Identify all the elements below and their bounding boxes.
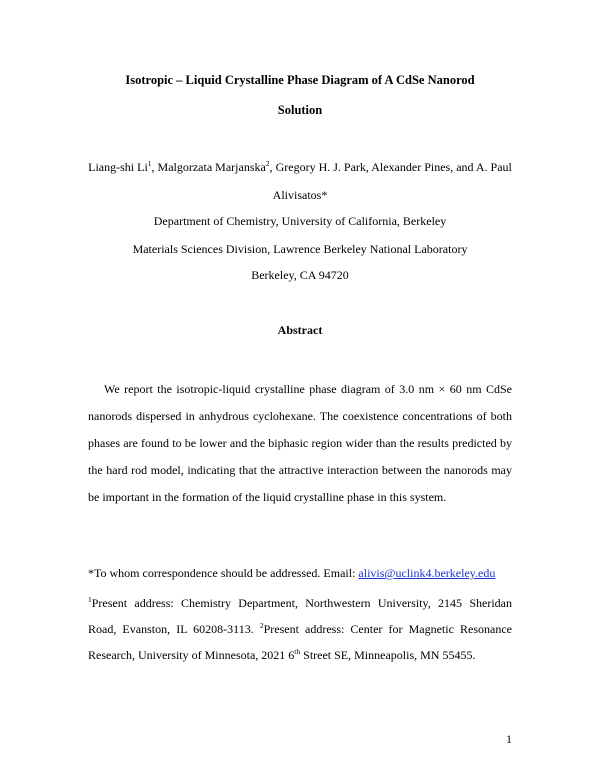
affiliation-mark-1: 1 bbox=[147, 159, 152, 168]
author-marjanska: , Malgorzata Marjanska bbox=[151, 160, 266, 174]
abstract-text: We report the isotropic-liquid crystalline phase diagram of 3.0 nm × 60 nm CdSe nanorods dispersed in anhydrous cyclohexane. The coexistence concentrations of both phases are found to be lower and the biphasic region wider than the results predicted by the hard rod model, indicating that the attractive interaction between the nanorods may be important in the formation of the liquid crystalline phase in this system. bbox=[88, 382, 512, 504]
page-number: 1 bbox=[506, 732, 512, 746]
present-address-2: Present address: Center for Magnetic Resonance Research, University of Minnesota, 2021 6 bbox=[88, 622, 513, 662]
abstract-heading: Abstract bbox=[277, 323, 323, 337]
present-address-1: Present address: Chemistry Department, Northwestern University, 2145 Sheridan Road, Evanston, IL 60208-3113. bbox=[88, 596, 512, 636]
affiliation-department: Department of Chemistry, University of California, Berkeley bbox=[153, 214, 447, 228]
present-address-footnotes bbox=[88, 590, 512, 668]
author-list bbox=[60, 160, 540, 174]
footnote-mark-2: 2 bbox=[259, 621, 264, 630]
present-address-2-end: Street SE, Minneapolis, MN 55455. bbox=[300, 648, 476, 662]
abstract-body bbox=[88, 376, 512, 511]
correspondence-email-link[interactable]: alivis@uclink4.berkeley.edu bbox=[358, 566, 496, 580]
affiliation-division: Materials Sciences Division, Lawrence Berkeley National Laboratory bbox=[132, 242, 468, 256]
affiliation-address: Berkeley, CA 94720 bbox=[251, 268, 349, 282]
footnote-mark-1: 1 bbox=[88, 595, 92, 604]
author-li: Liang-shi Li bbox=[88, 160, 148, 174]
paper-title-line-2: Solution bbox=[277, 103, 323, 117]
author-list-continued: Alivisatos* bbox=[272, 188, 328, 202]
paper-title-line-1: Isotropic – Liquid Crystalline Phase Diagram of A CdSe Nanorod bbox=[125, 73, 475, 87]
author-list-rest: , Gregory H. J. Park, Alexander Pines, and A. Paul bbox=[269, 160, 512, 174]
ordinal-suffix: th bbox=[294, 647, 301, 656]
correspondence-note bbox=[88, 566, 512, 580]
correspondence-text: *To whom correspondence should be addressed. Email: bbox=[88, 566, 359, 580]
affiliation-mark-2: 2 bbox=[265, 159, 270, 168]
